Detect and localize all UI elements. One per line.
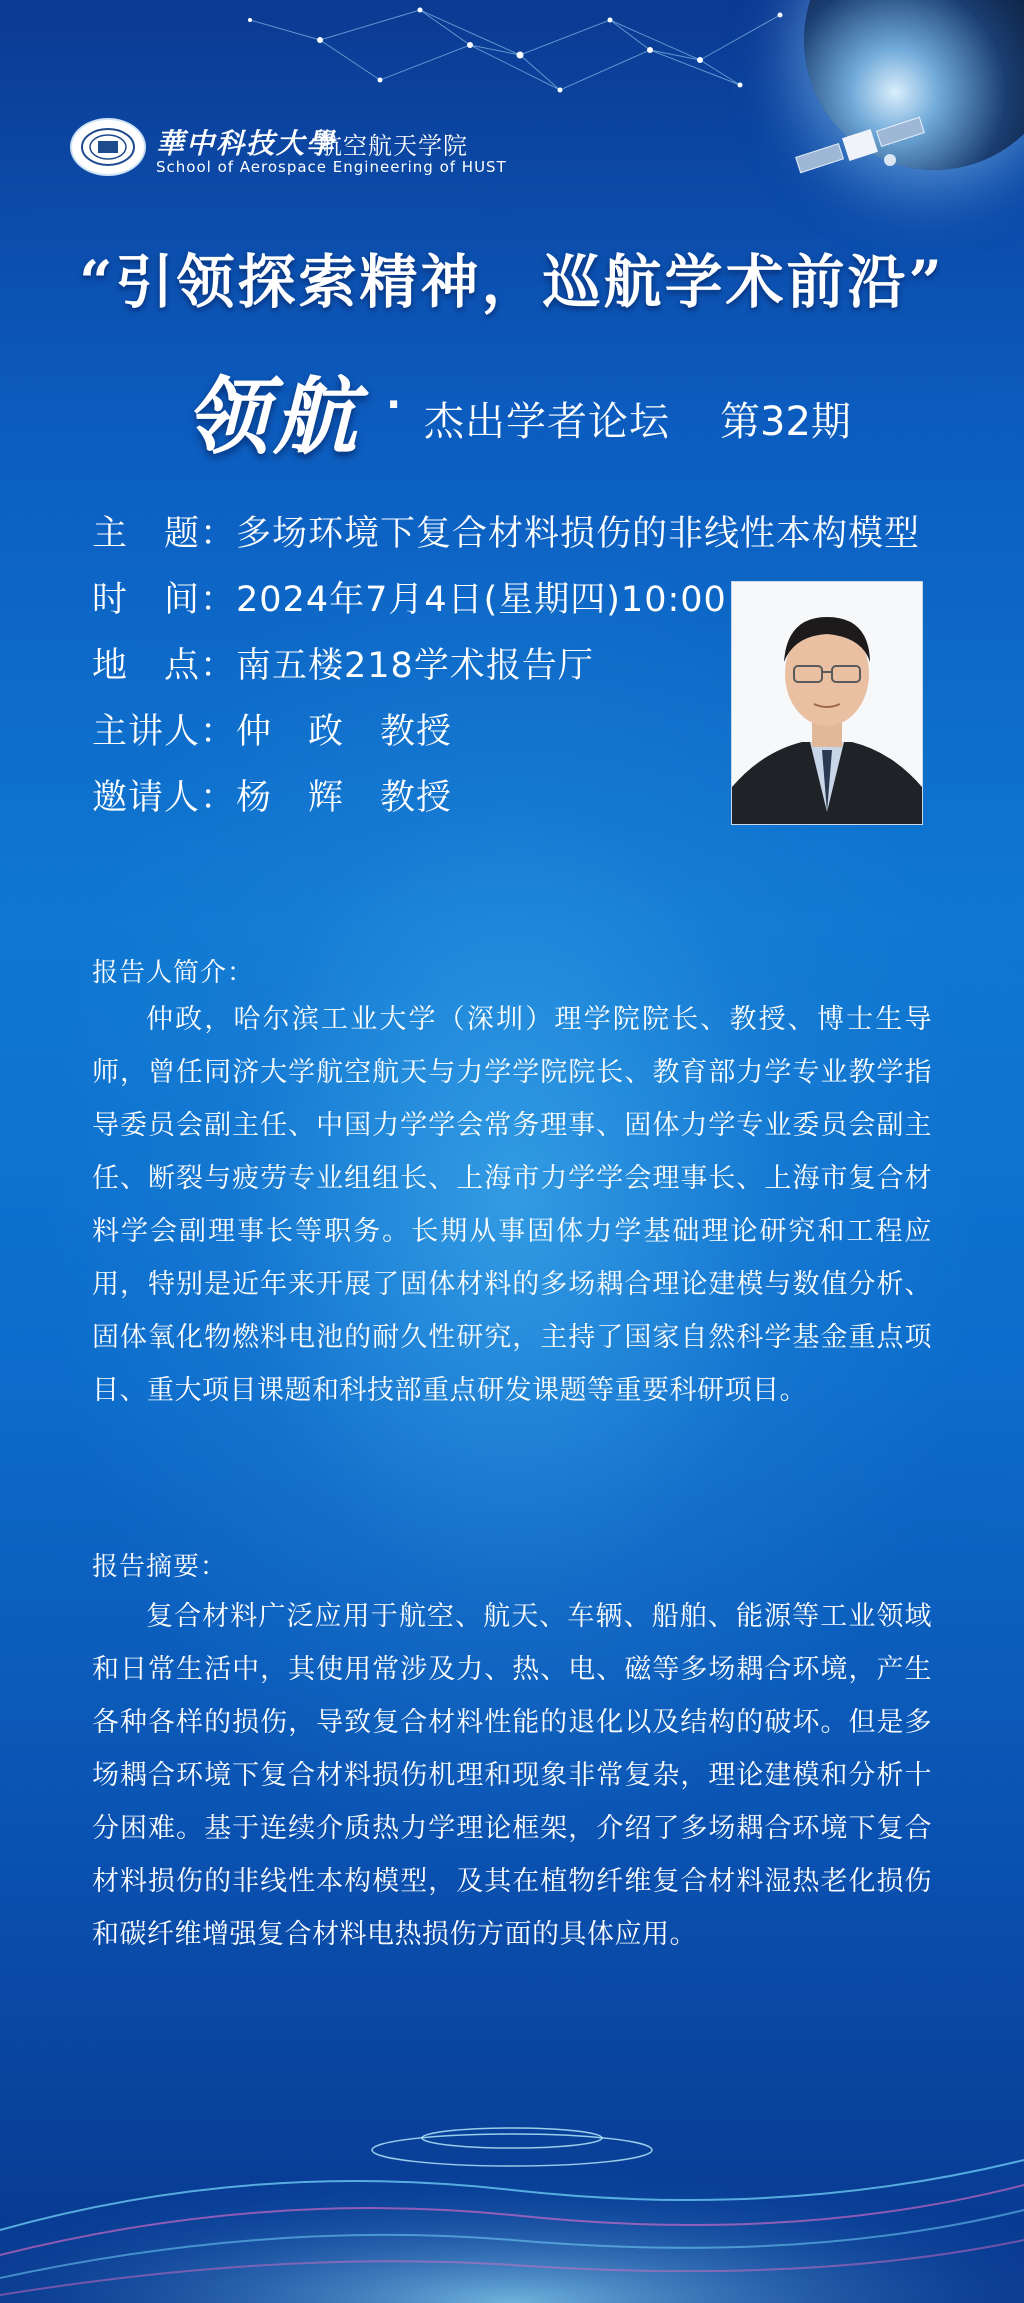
topic-value: 多场环境下复合材料损伤的非线性本构模型 (236, 514, 921, 554)
forum-brand-title: 领航 (185, 367, 362, 466)
bio-paragraph: 仲政，哈尔滨工业大学（深圳）理学院院长、教授、博士生导师，曾任同济大学航空航天与力学学院院长、教育部力学专业教学指导委员会副主任、中国力学学会常务理事、固体力学专业委员会副主任、断裂与疲劳专业组组长、上海市力学学会理事长、上海市复合材料学会副理事长等职务。长期从事固体力学基础理论研究和工程应用，特别是近年来开展了固体材料的多场耦合理论建模与数值分析、固体氧化物燃料电池的耐久性研究，主持了国家自然科学基金重点项目、重大项目课题和科技部重点研发课题等重要科研项目。 (92, 1004, 932, 1406)
bio-heading: 报告人简介： (92, 958, 255, 988)
slogan-heading: “引领探索精神，巡航学术前沿” (79, 248, 945, 316)
title-separator-dot: · (386, 382, 402, 428)
place-value: 南五楼218学术报告厅 (236, 646, 594, 686)
time-value: 2024年7月4日(星期四)10:00 (236, 580, 727, 620)
inviter-label: 邀请人： (92, 778, 237, 818)
school-english-name: School of Aerospace Engineering of HUST (156, 158, 507, 176)
info-row-speaker (92, 704, 452, 754)
inviter-value: 杨 辉 教授 (236, 778, 453, 818)
info-row-inviter (92, 770, 452, 820)
school-name: 航空航天学院 (318, 132, 468, 160)
info-row-time (92, 572, 727, 622)
hust-emblem-icon (80, 127, 136, 167)
satellite-icon (790, 115, 930, 175)
topic-label: 主 题： (92, 514, 237, 554)
tech-stage-decoration (0, 2080, 1024, 2303)
speaker-portrait (731, 581, 923, 825)
forum-issue-number: 第32期 (720, 399, 851, 445)
place-label: 地 点： (92, 646, 237, 686)
abstract-heading: 报告摘要： (92, 1552, 228, 1582)
forum-subtitle: 杰出学者论坛 (424, 399, 670, 445)
info-row-place (92, 638, 594, 688)
abstract-paragraph: 复合材料广泛应用于航空、航天、车辆、船舶、能源等工业领域和日常生活中，其使用常涉及力、热、电、磁等多场耦合环境，产生各种各样的损伤，导致复合材料性能的退化以及结构的破坏。但是多场耦合环境下复合材料损伤机理和现象非常复杂，理论建模和分析十分困难。基于连续介质热力学理论框架，介绍了多场耦合环境下复合材料损伤的非线性本构模型，及其在植物纤维复合材料湿热老化损伤和碳纤维增强复合材料电热损伤方面的具体应用。 (92, 1601, 932, 1950)
university-name: 華中科技大學 (156, 127, 337, 160)
time-label: 时 间： (92, 580, 237, 620)
info-row-topic (92, 506, 920, 556)
speaker-label: 主讲人： (92, 712, 237, 752)
speaker-value: 仲 政 教授 (236, 712, 453, 752)
university-logo (70, 118, 146, 176)
